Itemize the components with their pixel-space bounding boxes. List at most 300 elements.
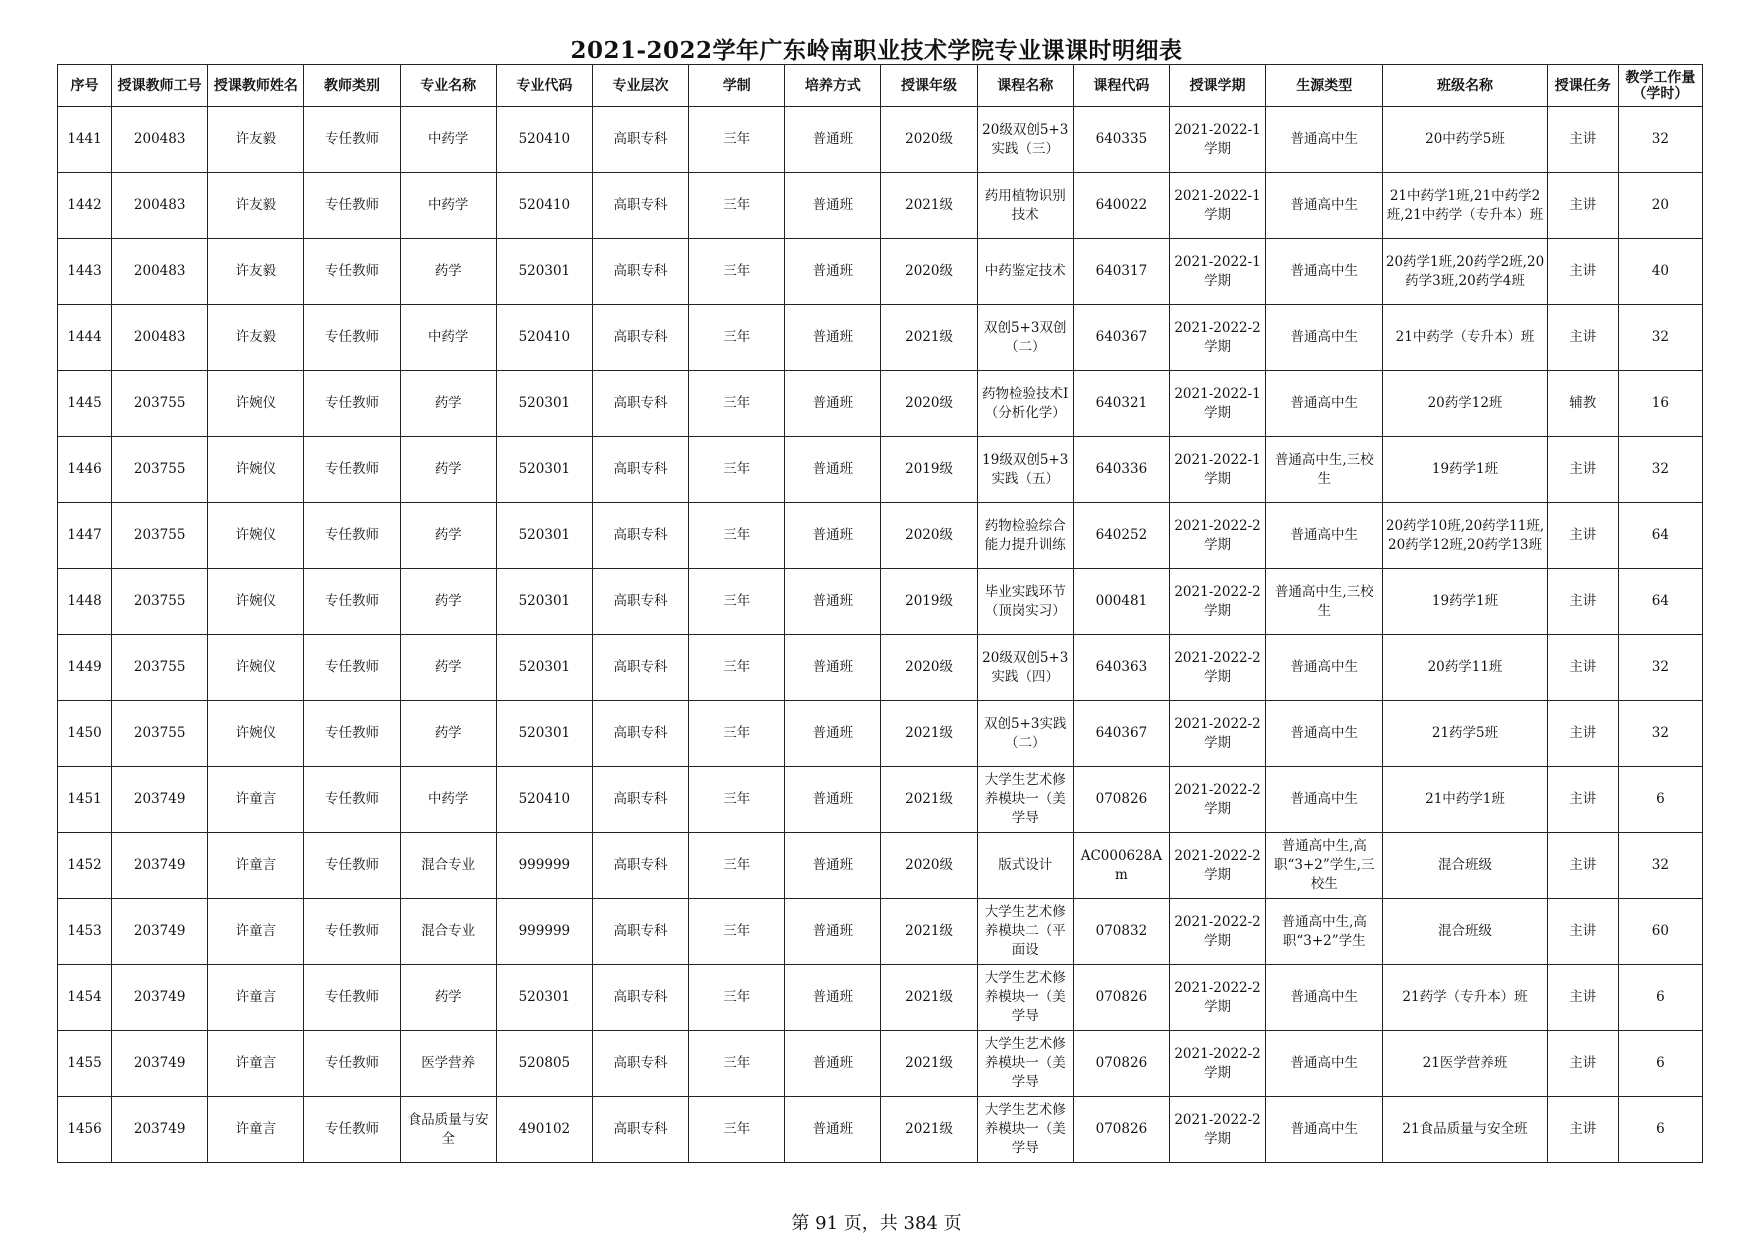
col-teacher-id-cell [112,239,208,305]
col-training-mode-value: 普通班 [812,989,854,1005]
col-major-name-cell [400,305,496,371]
col-course-code-value: 070832 [1095,923,1148,939]
col-class-name-cell [1383,899,1547,965]
col-teacher-type-cell [304,107,400,173]
col-duration-value: 三年 [723,923,751,939]
col-grade-value: 2019级 [905,593,953,609]
col-teacher-name-cell [208,833,304,899]
col-training-mode-cell [785,965,881,1031]
col-teacher-type-cell [304,569,400,635]
page-footer: 第 91 页，共 384 页 [791,1213,962,1234]
col-teacher-id-cell [112,173,208,239]
col-teacher-type-value: 专任教师 [325,329,380,345]
col-course-code-cell [1073,635,1169,701]
table-row [58,437,1703,503]
col-workload-cell [1618,173,1702,239]
col-teacher-name-cell [208,767,304,833]
col-course-code-cell [1073,965,1169,1031]
col-teacher-id-value: 200483 [133,263,186,279]
col-training-mode-value: 普通班 [812,659,854,675]
col-student-source-cell [1266,503,1383,569]
col-class-name-header: 班级名称 [1383,65,1547,107]
col-training-mode-value: 普通班 [812,197,854,213]
col-student-source-cell [1266,173,1383,239]
col-teacher-id-cell [112,569,208,635]
col-course-name-cell [977,833,1073,899]
col-major-name-cell [400,635,496,701]
col-class-name-value: 混合班级 [1438,857,1492,873]
col-term-cell [1169,569,1265,635]
col-task-value: 主讲 [1569,857,1597,873]
col-training-mode-cell [785,239,881,305]
col-major-name-cell [400,899,496,965]
col-course-name-cell [977,239,1073,305]
col-course-code-cell [1073,701,1169,767]
col-seq-cell [58,107,112,173]
col-course-code-value: 070826 [1095,989,1148,1005]
col-course-name-value: 药用植物识别技术 [984,187,1066,223]
col-teacher-type-cell [304,503,400,569]
col-class-name-value: 19药学1班 [1431,593,1499,609]
col-term-value: 2021-2022-2学期 [1174,847,1261,883]
col-task-cell [1547,899,1618,965]
col-grade-value: 2021级 [905,197,953,213]
col-course-code-cell [1073,833,1169,899]
col-teacher-type-cell [304,833,400,899]
col-class-name-value: 20药学11班 [1427,659,1503,675]
col-teacher-name-cell [208,1097,304,1163]
col-term-value: 2021-2022-2学期 [1174,1111,1261,1147]
col-major-name-value: 药学 [434,263,462,279]
col-course-name-cell [977,503,1073,569]
col-level-value: 高职专科 [613,395,668,411]
col-term-value: 2021-2022-2学期 [1174,319,1261,355]
col-teacher-name-cell [208,1031,304,1097]
col-workload-value: 6 [1656,1121,1665,1137]
col-grade-value: 2020级 [905,659,953,675]
col-teacher-id-cell [112,371,208,437]
col-training-mode-value: 普通班 [812,1121,854,1137]
col-major-name-cell [400,503,496,569]
col-teacher-name-cell [208,635,304,701]
col-term-value: 2021-2022-2学期 [1174,583,1261,619]
col-training-mode-value: 普通班 [812,329,854,345]
col-student-source-cell [1266,1031,1383,1097]
col-student-source-value: 普通高中生,高职“3+2”学生,三校生 [1273,838,1375,892]
col-duration-cell [689,1097,785,1163]
col-training-mode-value: 普通班 [812,791,854,807]
col-training-mode-cell [785,1031,881,1097]
table-row [58,965,1703,1031]
col-term-cell [1169,173,1265,239]
col-teacher-name-cell [208,371,304,437]
col-level-cell [592,767,688,833]
table-row [58,767,1703,833]
col-workload-cell [1618,1031,1702,1097]
col-term-cell [1169,437,1265,503]
table-row [58,371,1703,437]
col-teacher-type-value: 专任教师 [325,1055,380,1071]
col-student-source-header: 生源类型 [1266,65,1383,107]
col-course-name-value: 毕业实践环节（顶岗实习） [984,583,1066,619]
header-row [58,65,1703,107]
col-workload-value: 20 [1651,197,1669,213]
col-task-cell [1547,1097,1618,1163]
col-workload-value: 40 [1651,263,1669,279]
col-workload-cell [1618,635,1702,701]
col-student-source-value: 普通高中生 [1290,791,1358,807]
col-seq-value: 1450 [67,725,102,741]
col-seq-cell [58,899,112,965]
table-row [58,1031,1703,1097]
col-teacher-type-value: 专任教师 [325,131,380,147]
col-class-name-cell [1383,767,1547,833]
col-major-code-cell [496,833,592,899]
col-task-cell [1547,965,1618,1031]
col-class-name-cell [1383,635,1547,701]
col-major-code-value: 520301 [518,395,571,411]
col-term-value: 2021-2022-1学期 [1174,385,1261,421]
col-workload-cell [1618,503,1702,569]
col-task-cell [1547,503,1618,569]
col-workload-cell [1618,899,1702,965]
col-teacher-name-value: 许婉仪 [235,461,277,477]
col-duration-cell [689,1031,785,1097]
col-course-name-cell [977,1097,1073,1163]
col-student-source-value: 普通高中生 [1290,659,1358,675]
col-duration-cell [689,899,785,965]
col-duration-cell [689,437,785,503]
col-training-mode-header: 培养方式 [785,65,881,107]
col-teacher-id-cell [112,107,208,173]
col-level-cell [592,173,688,239]
col-grade-cell [881,899,977,965]
col-teacher-type-cell [304,635,400,701]
col-major-name-cell [400,569,496,635]
col-duration-value: 三年 [723,197,751,213]
col-task-cell [1547,107,1618,173]
col-task-cell [1547,767,1618,833]
col-term-cell [1169,899,1265,965]
col-major-name-value: 药学 [434,527,462,543]
col-level-value: 高职专科 [613,329,668,345]
col-workload-header: 教学工作量（学时） [1618,65,1702,107]
col-major-code-cell [496,899,592,965]
col-term-value: 2021-2022-2学期 [1174,781,1261,817]
col-task-value: 主讲 [1569,791,1597,807]
col-duration-cell [689,767,785,833]
col-duration-header: 学制 [689,65,785,107]
col-course-code-cell [1073,1031,1169,1097]
col-duration-cell [689,305,785,371]
col-course-code-cell [1073,899,1169,965]
course-hours-table [57,64,1703,1163]
col-student-source-value: 普通高中生 [1290,725,1358,741]
col-seq-value: 1443 [67,263,102,279]
col-duration-value: 三年 [723,857,751,873]
col-duration-value: 三年 [723,395,751,411]
col-class-name-cell [1383,437,1547,503]
col-term-cell [1169,371,1265,437]
col-teacher-type-value: 专任教师 [325,857,380,873]
col-teacher-id-cell [112,899,208,965]
table-header [58,65,1703,107]
col-major-name-cell [400,1097,496,1163]
col-teacher-type-value: 专任教师 [325,791,380,807]
col-class-name-value: 20药学1班,20药学2班,20药学3班,20药学4班 [1385,253,1545,289]
col-term-cell [1169,767,1265,833]
col-duration-cell [689,239,785,305]
col-major-code-header: 专业代码 [496,65,592,107]
col-course-code-value: 640367 [1095,329,1148,345]
col-teacher-name-cell [208,965,304,1031]
col-teacher-type-value: 专任教师 [325,989,380,1005]
col-teacher-type-cell [304,701,400,767]
col-teacher-id-cell [112,701,208,767]
col-level-value: 高职专科 [613,989,668,1005]
col-major-name-cell [400,173,496,239]
col-teacher-type-cell [304,371,400,437]
col-major-code-value: 520301 [518,659,571,675]
col-student-source-cell [1266,569,1383,635]
col-teacher-type-value: 专任教师 [325,263,380,279]
col-course-name-value: 大学生艺术修养模块二（平面设 [984,904,1066,958]
col-term-value: 2021-2022-1学期 [1174,121,1261,157]
col-task-cell [1547,701,1618,767]
col-teacher-type-value: 专任教师 [325,659,380,675]
col-grade-value: 2021级 [905,989,953,1005]
col-training-mode-cell [785,503,881,569]
col-workload-cell [1618,701,1702,767]
col-term-value: 2021-2022-1学期 [1174,253,1261,289]
col-seq-header: 序号 [58,65,112,107]
col-teacher-id-value: 200483 [133,197,186,213]
col-seq-value: 1446 [67,461,102,477]
col-grade-cell [881,371,977,437]
col-teacher-name-value: 许友毅 [235,329,277,345]
col-teacher-id-value: 203749 [133,1055,186,1071]
col-teacher-id-value: 203755 [133,593,186,609]
col-teacher-name-cell [208,701,304,767]
col-course-name-value: 版式设计 [998,857,1053,873]
col-duration-cell [689,371,785,437]
col-teacher-name-value: 许婉仪 [235,593,277,609]
col-course-code-value: 640022 [1095,197,1148,213]
col-duration-value: 三年 [723,593,751,609]
col-workload-cell [1618,1097,1702,1163]
col-level-cell [592,833,688,899]
col-training-mode-value: 普通班 [812,923,854,939]
col-task-value: 主讲 [1569,1055,1597,1071]
col-training-mode-cell [785,701,881,767]
col-major-name-value: 中药学 [427,131,469,147]
col-course-name-value: 药物检验综合能力提升训练 [984,517,1066,553]
col-course-code-value: 000481 [1095,593,1148,609]
col-course-code-header: 课程代码 [1073,65,1169,107]
col-teacher-name-cell [208,503,304,569]
col-teacher-type-value: 专任教师 [325,725,380,741]
col-teacher-name-value: 许婉仪 [235,395,277,411]
col-student-source-cell [1266,107,1383,173]
col-student-source-cell [1266,833,1383,899]
col-teacher-type-cell [304,437,400,503]
col-major-code-cell [496,965,592,1031]
col-course-name-cell [977,305,1073,371]
col-major-name-header: 专业名称 [400,65,496,107]
col-term-value: 2021-2022-2学期 [1174,1045,1261,1081]
col-course-code-value: 070826 [1095,791,1148,807]
col-workload-value: 6 [1656,791,1665,807]
col-duration-cell [689,701,785,767]
col-term-cell [1169,833,1265,899]
col-grade-cell [881,305,977,371]
col-level-value: 高职专科 [613,461,668,477]
col-teacher-type-cell [304,239,400,305]
col-workload-cell [1618,239,1702,305]
col-teacher-id-value: 203749 [133,989,186,1005]
col-major-name-cell [400,371,496,437]
col-course-code-value: 640363 [1095,659,1148,675]
col-term-value: 2021-2022-2学期 [1174,715,1261,751]
col-level-cell [592,371,688,437]
col-student-source-cell [1266,767,1383,833]
col-workload-cell [1618,371,1702,437]
col-major-name-value: 中药学 [427,329,469,345]
col-major-name-value: 药学 [434,461,462,477]
col-course-name-cell [977,569,1073,635]
col-course-code-value: 640252 [1095,527,1148,543]
col-class-name-cell [1383,1031,1547,1097]
col-duration-value: 三年 [723,131,751,147]
col-duration-value: 三年 [723,1121,751,1137]
col-major-name-value: 混合专业 [421,857,476,873]
col-term-value: 2021-2022-1学期 [1174,451,1261,487]
col-major-code-cell [496,1097,592,1163]
col-level-value: 高职专科 [613,857,668,873]
col-task-value: 主讲 [1569,659,1597,675]
col-grade-value: 2021级 [905,725,953,741]
col-major-code-value: 520301 [518,593,571,609]
col-training-mode-value: 普通班 [812,263,854,279]
col-course-code-cell [1073,1097,1169,1163]
col-workload-cell [1618,833,1702,899]
col-workload-value: 32 [1651,857,1669,873]
col-level-value: 高职专科 [613,263,668,279]
col-class-name-value: 21中药学1班 [1425,791,1505,807]
col-level-cell [592,635,688,701]
col-task-value: 辅教 [1569,395,1597,411]
col-course-name-cell [977,899,1073,965]
col-task-cell [1547,833,1618,899]
col-teacher-type-cell [304,767,400,833]
col-major-name-value: 药学 [434,725,462,741]
col-duration-value: 三年 [723,461,751,477]
col-teacher-id-value: 200483 [133,329,186,345]
col-task-cell [1547,437,1618,503]
col-major-name-cell [400,767,496,833]
col-major-name-cell [400,437,496,503]
col-class-name-cell [1383,965,1547,1031]
col-major-code-value: 520410 [518,131,571,147]
col-course-name-value: 药物检验技术I（分析化学） [982,385,1069,421]
table-row [58,701,1703,767]
col-task-header: 授课任务 [1547,65,1618,107]
col-class-name-cell [1383,1097,1547,1163]
col-class-name-value: 21医学营养班 [1422,1055,1508,1071]
col-seq-value: 1444 [67,329,102,345]
col-seq-value: 1455 [67,1055,102,1071]
table-body [58,107,1703,1163]
col-seq-cell [58,503,112,569]
col-class-name-value: 21中药学1班,21中药学2班,21中药学（专升本）班 [1386,187,1544,223]
col-grade-value: 2019级 [905,461,953,477]
col-teacher-type-cell [304,173,400,239]
col-teacher-type-cell [304,899,400,965]
col-teacher-id-value: 203755 [133,659,186,675]
col-term-cell [1169,635,1265,701]
col-level-value: 高职专科 [613,725,668,741]
col-major-code-value: 999999 [518,857,571,873]
col-seq-cell [58,305,112,371]
col-training-mode-value: 普通班 [812,395,854,411]
col-seq-value: 1449 [67,659,102,675]
col-workload-value: 32 [1651,659,1669,675]
col-major-name-value: 药学 [434,659,462,675]
col-grade-header: 授课年级 [881,65,977,107]
col-student-source-cell [1266,437,1383,503]
col-major-name-value: 中药学 [427,791,469,807]
col-task-cell [1547,371,1618,437]
col-major-code-value: 520301 [518,461,571,477]
col-class-name-cell [1383,833,1547,899]
col-term-value: 2021-2022-1学期 [1174,187,1261,223]
col-task-cell [1547,173,1618,239]
col-course-name-value: 双创5+3双创（二） [983,319,1067,355]
col-major-name-value: 混合专业 [421,923,476,939]
col-teacher-type-value: 专任教师 [325,395,380,411]
table-row [58,107,1703,173]
col-major-code-cell [496,1031,592,1097]
col-class-name-cell [1383,503,1547,569]
col-teacher-name-cell [208,107,304,173]
col-class-name-cell [1383,371,1547,437]
col-workload-value: 16 [1651,395,1669,411]
col-level-cell [592,701,688,767]
col-course-code-cell [1073,239,1169,305]
col-student-source-value: 普通高中生,三校生 [1274,451,1374,487]
col-course-code-value: 070826 [1095,1055,1148,1071]
col-teacher-id-cell [112,767,208,833]
col-class-name-cell [1383,239,1547,305]
col-class-name-value: 20药学10班,20药学11班,20药学12班,20药学13班 [1385,517,1545,553]
col-workload-cell [1618,569,1702,635]
col-course-name-cell [977,965,1073,1031]
col-class-name-value: 21食品质量与安全班 [1402,1121,1528,1137]
col-teacher-id-value: 203755 [133,527,186,543]
col-term-header: 授课学期 [1169,65,1265,107]
col-course-code-cell [1073,173,1169,239]
col-course-name-header: 课程名称 [977,65,1073,107]
col-teacher-type-cell [304,1097,400,1163]
col-course-name-value: 大学生艺术修养模块一（美学导 [984,970,1066,1024]
col-teacher-id-value: 203749 [133,1121,186,1137]
col-teacher-name-value: 许童言 [235,1121,277,1137]
col-course-code-cell [1073,107,1169,173]
col-teacher-id-cell [112,833,208,899]
col-seq-cell [58,371,112,437]
col-course-name-value: 双创5+3实践（二） [983,715,1067,751]
col-seq-value: 1448 [67,593,102,609]
